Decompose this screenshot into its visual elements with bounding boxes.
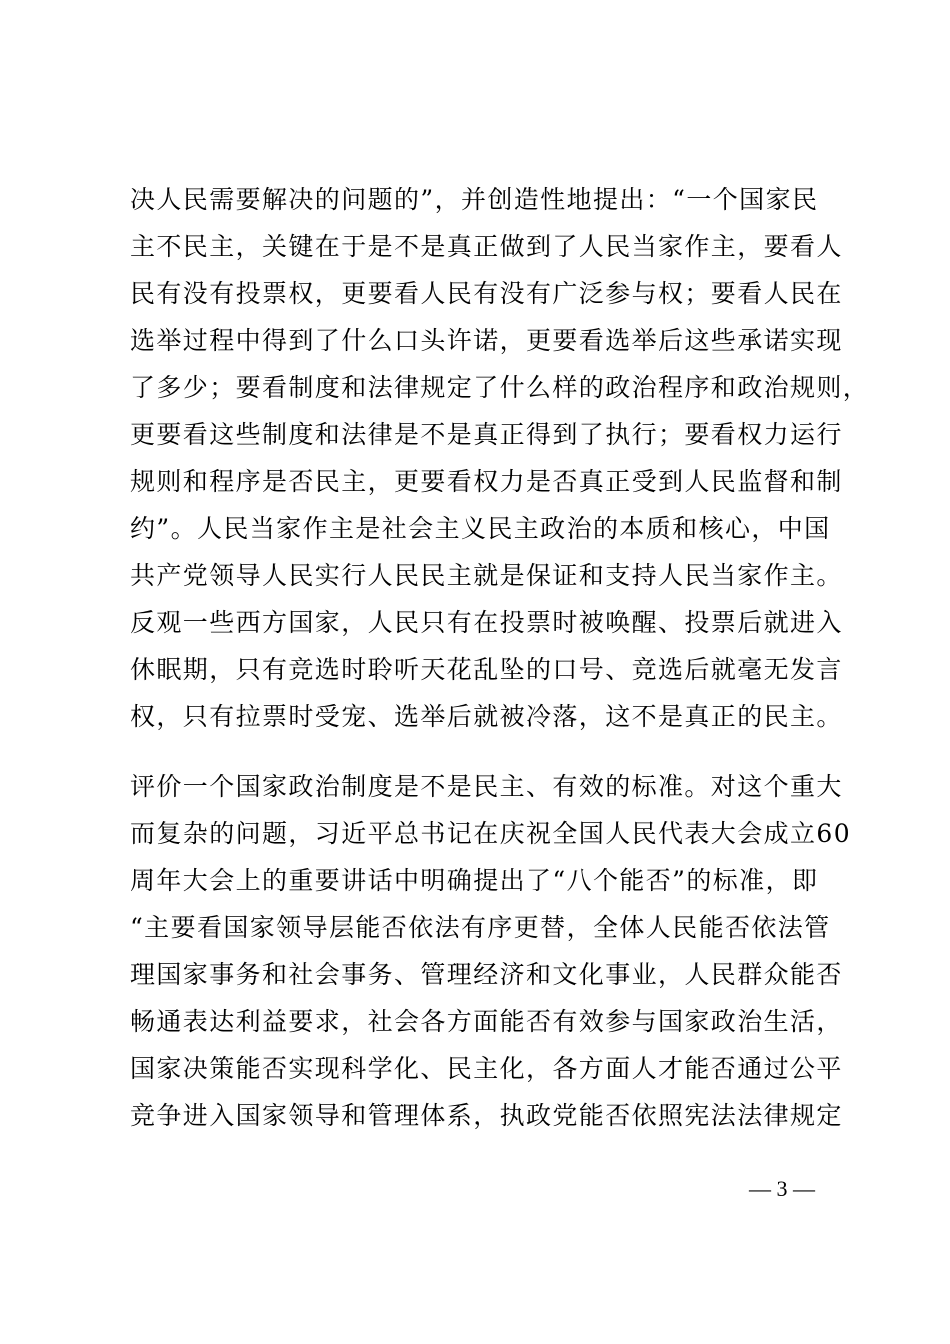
text-line: 更要看这些制度和法律是不是真正得到了执行；要看权力运行 xyxy=(130,420,843,449)
text-line: 共产党领导人民实行人民民主就是保证和支持人民当家作主。 xyxy=(130,561,843,590)
text-line: 畅通表达利益要求，社会各方面能否有效参与国家政治生活， xyxy=(130,1007,843,1036)
text-line: 主不民主，关键在于是不是真正做到了人民当家作主，要看人 xyxy=(130,232,843,261)
text-line: 选举过程中得到了什么口头许诺，更要看选举后这些承诺实现 xyxy=(130,326,843,355)
text-line: 规则和程序是否民主，更要看权力是否真正受到人民监督和制 xyxy=(130,467,843,496)
text-line: 周年大会上的重要讲话中明确提出了“八个能否”的标准，即 xyxy=(130,866,819,895)
text-line: 决人民需要解决的问题的”，并创造性地提出：“一个国家民 xyxy=(130,185,819,214)
text-line: 竞争进入国家领导和管理体系，执政党能否依照宪法法律规定 xyxy=(130,1101,843,1130)
text-line: 民有没有投票权，更要看人民有没有广泛参与权；要看人民在 xyxy=(130,279,843,308)
text-line: 反观一些西方国家，人民只有在投票时被唤醒、投票后就进入 xyxy=(130,608,843,637)
text-line: 权，只有拉票时受宠、选举后就被冷落，这不是真正的民主。 xyxy=(130,702,843,731)
text-line: 休眠期，只有竞选时聆听天花乱坠的口号、竞选后就毫无发言 xyxy=(130,655,843,684)
text-line: “主要看国家领导层能否依法有序更替，全体人民能否依法管 xyxy=(130,913,831,942)
text-line: 而复杂的问题，习近平总书记在庆祝全国人民代表大会成立60 xyxy=(130,819,852,848)
paragraph-2 xyxy=(130,763,852,1139)
text-line: 约”。人民当家作主是社会主义民主政治的本质和核心，中国 xyxy=(130,514,831,543)
text-line: 了多少；要看制度和法律规定了什么样的政治程序和政治规则， xyxy=(130,373,870,402)
text-line: 评价一个国家政治制度是不是民主、有效的标准。对这个重大 xyxy=(130,772,843,801)
text-line: 国家决策能否实现科学化、民主化，各方面人才能否通过公平 xyxy=(130,1054,843,1083)
page-number: — 3 — xyxy=(749,1176,815,1201)
text-line: 理国家事务和社会事务、管理经济和文化事业，人民群众能否 xyxy=(130,960,843,989)
paragraph-1 xyxy=(130,176,870,740)
